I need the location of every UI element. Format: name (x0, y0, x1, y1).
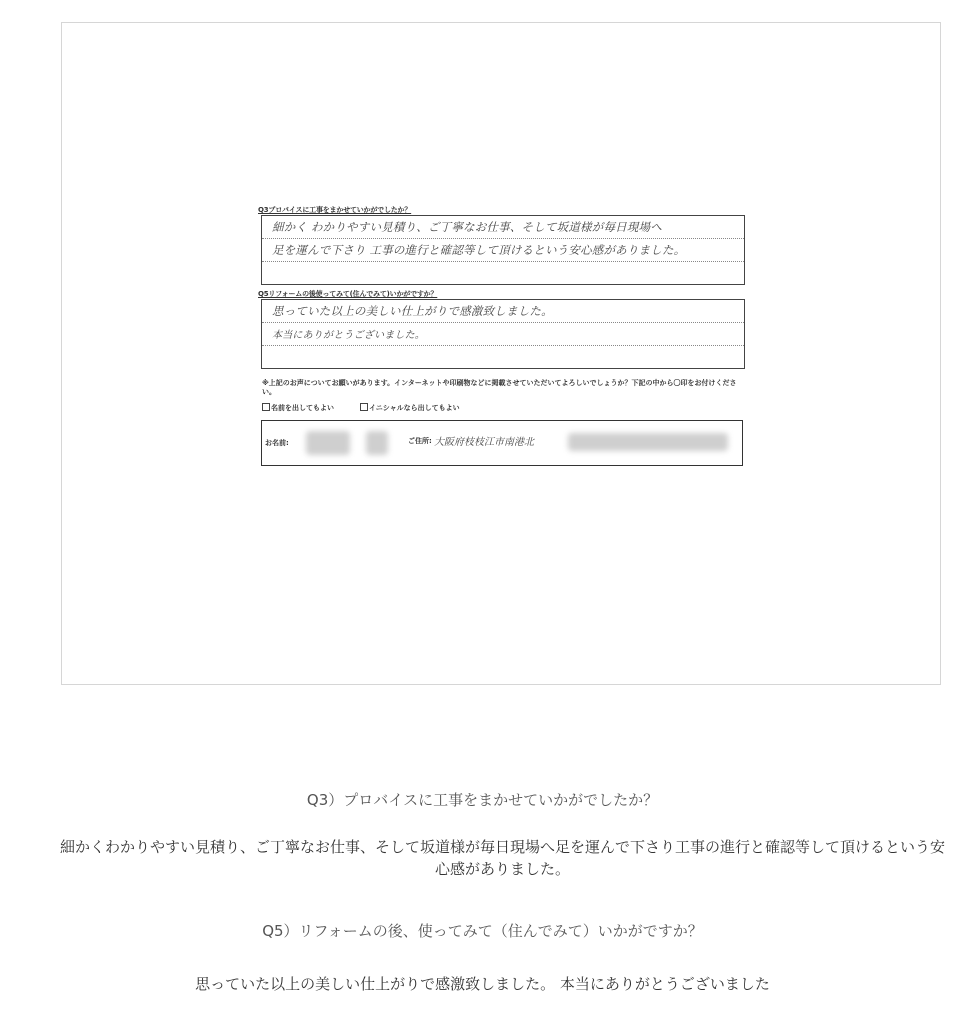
checkbox-icon (360, 403, 368, 411)
q5-question-text: Q5）リフォームの後、使ってみて（住んでみて）いかがですか？ (262, 922, 703, 940)
q3-heading: Q3プロバイスに工事をまかせていかがでしたか？ (258, 206, 412, 214)
survey-image-frame (61, 22, 941, 685)
answer-line (262, 300, 744, 323)
q3-question-text: Q3）プロバイスに工事をまかせていかがでしたか？ (306, 791, 659, 809)
blurred-name (366, 431, 388, 455)
handwritten-text: 足を運んで下さり 工事の進行と確認等して頂けるという安心感がありました。 (272, 243, 686, 257)
address-label: ご住所: (408, 437, 432, 445)
blurred-name (306, 431, 350, 455)
q3-answer-text: 細かくわかりやすい見積り、ご丁寧なお仕事、そして坂道様が毎日現場へ足を運んで下さり工事の進行と確認等して頂けるという安心感がありました。 (60, 838, 946, 878)
handwritten-text: 本当にありがとうございました。 (272, 330, 425, 341)
option-name-ok: 名前を出してもよい (262, 403, 334, 413)
permission-options (262, 403, 748, 413)
handwritten-address: 大阪府枝枝江市南港北 (434, 437, 534, 448)
scanned-survey-sheet (258, 205, 748, 503)
answer-line (262, 262, 744, 284)
answer-line (262, 239, 744, 262)
answer-line (262, 216, 744, 239)
handwritten-text: 細かく わかりやすい見積り、ご丁寧なお仕事、そして坂道様が毎日現場へ (272, 220, 662, 234)
q5-answer-text: 思っていた以上の美しい仕上がりで感激致しました。 本当にありがとうございました (195, 975, 770, 993)
answer-line (262, 323, 744, 346)
name-address-box (261, 420, 743, 466)
handwritten-text: 思っていた以上の美しい仕上がりで感激致しました。 (272, 304, 553, 318)
q3-answer-box (261, 215, 745, 285)
answer-line (262, 346, 744, 368)
option-initials-ok: イニシャルなら出してもよい (360, 403, 460, 413)
q5-heading: Q5リフォームの後使ってみて(住んでみて)いかがですか？ (258, 290, 438, 298)
name-label: お名前: (265, 439, 289, 447)
blurred-address (568, 433, 728, 451)
q5-answer-box (261, 299, 745, 369)
checkbox-icon (262, 403, 270, 411)
permission-note: ※上記のお声についてお願いがあります。インターネットや印刷物などに掲載させていただいてよろしいでしょうか？下記の中から〇印をお付けください。 (262, 379, 737, 396)
